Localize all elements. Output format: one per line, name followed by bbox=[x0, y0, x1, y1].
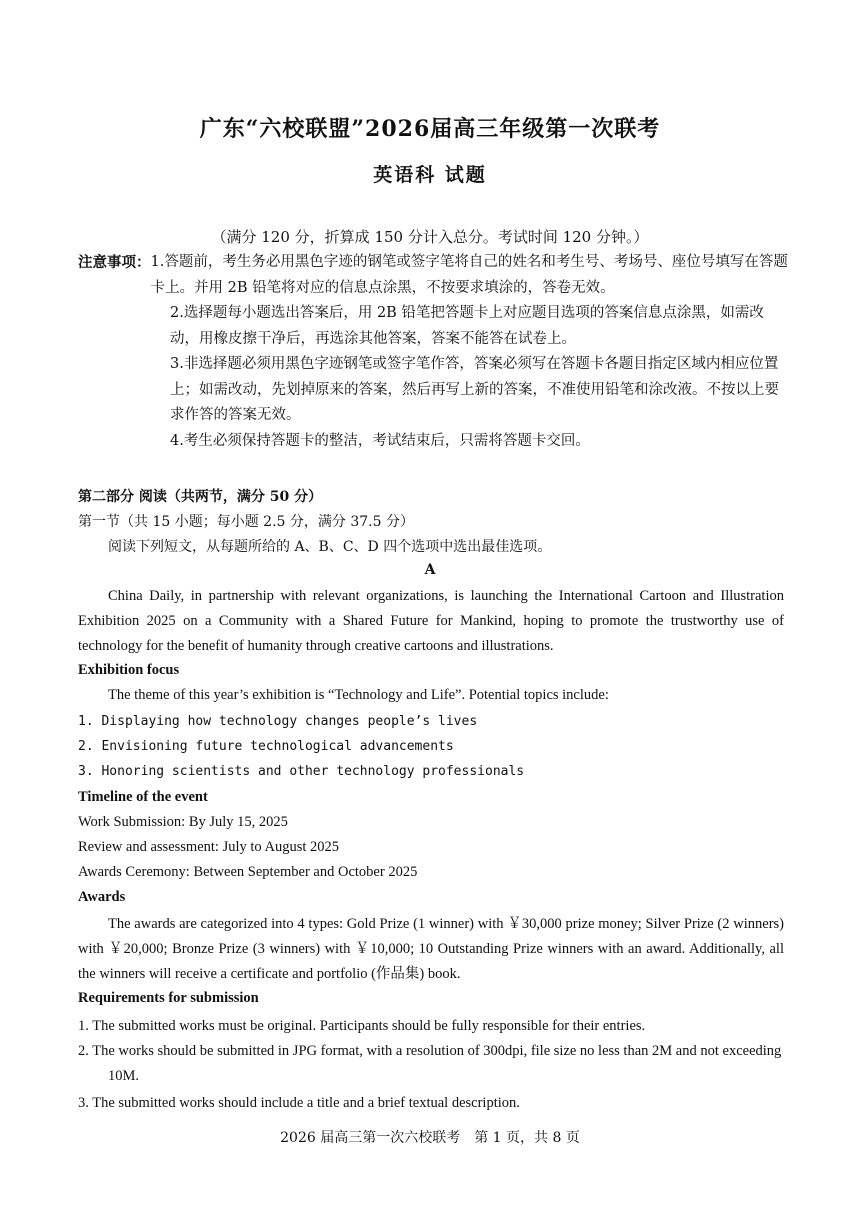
requirement-item-3: 3. The submitted works should include a title and a brief textual description. bbox=[78, 1095, 520, 1111]
notes-item-3: 3.非选择题必须用黑色字迹钢笔或签字笔作答，答案必须写在答题卡各题目指定区域内相应位置上；如需改动，先划掉原来的答案，然后再写上新的答案，不准使用铅笔和涂改液。不按以上要求作答的答案无效。 bbox=[170, 356, 779, 423]
exam-subtitle: 英语科 试题 bbox=[373, 164, 487, 186]
focus-text: The theme of this year’s exhibition is “Technology and Life”. Potential topics include: bbox=[108, 687, 609, 703]
part-heading: 第二部分 阅读（共两节，满分 50 分） bbox=[78, 489, 323, 505]
awards-heading: Awards bbox=[78, 889, 126, 905]
exam-title: 广东“六校联盟”2026届高三年级第一次联考 bbox=[199, 116, 661, 142]
requirements-heading: Requirements for submission bbox=[78, 990, 259, 1006]
timeline-heading: Timeline of the event bbox=[78, 789, 208, 805]
passage-letter: A bbox=[424, 562, 436, 578]
page-footer: 2026 届高三第一次六校联考 第 1 页，共 8 页 bbox=[280, 1130, 580, 1146]
score-info: （满分 120 分，折算成 150 分计入总分。考试时间 120 分钟。） bbox=[211, 228, 649, 246]
instruction-text: 阅读下列短文，从每题所给的 A、B、C、D 四个选项中选出最佳选项。 bbox=[108, 539, 552, 555]
timeline-item-1: Work Submission: By July 15, 2025 bbox=[78, 814, 288, 830]
notes-block bbox=[78, 250, 788, 454]
timeline-item-2: Review and assessment: July to August 2025 bbox=[78, 839, 339, 855]
requirement-item-2: 2. The works should be submitted in JPG format, with a resolution of 300dpi, file size no less than 2M and not exceeding 10M. bbox=[78, 1043, 782, 1084]
awards-text: The awards are categorized into 4 types: Gold Prize (1 winner) with ￥30,000 prize money; Silver Prize (2 winners) with ￥20,000; Bronze Prize (3 winners) with ￥10,000; 10 Outstanding Prize winners with an award. Additionally, all the winners will receive a certificate and portfolio (作品集) book. bbox=[78, 916, 784, 982]
section-heading: 第一节（共 15 小题；每小题 2.5 分，满分 37.5 分） bbox=[78, 514, 414, 530]
notes-item-4: 4.考生必须保持答题卡的整洁，考试结束后，只需将答题卡交回。 bbox=[170, 432, 590, 449]
requirement-item-1: 1. The submitted works must be original. Participants should be fully responsible for their entries. bbox=[78, 1018, 646, 1034]
notes-item-1: 1.答题前，考生务必用黑色字迹的钢笔或签字笔将自己的姓名和考生号、考场号、座位号填写在答题卡上。并用 2B 铅笔将对应的信息点涂黑，不按要求填涂的，答卷无效。 bbox=[150, 254, 788, 296]
topic-item-1: 1. Displaying how technology changes people’s lives bbox=[78, 714, 478, 729]
passage-intro: China Daily, in partnership with relevant organizations, is launching the International Cartoon and Illustration Exhibition 2025 on a Community with a Shared Future for Mankind, hoping to promote the trustworthy use of technology for the benefit of humanity through creative cartoons and illustrations. bbox=[78, 588, 784, 654]
topic-item-3: 3. Honoring scientists and other technology professionals bbox=[78, 764, 525, 779]
notes-label: 注意事项： bbox=[78, 254, 151, 271]
notes-item-2: 2.选择题每小题选出答案后，用 2B 铅笔把答题卡上对应题目选项的答案信息点涂黑，如需改动，用橡皮擦干净后，再选涂其他答案，答案不能答在试卷上。 bbox=[170, 305, 764, 347]
timeline-item-3: Awards Ceremony: Between September and October 2025 bbox=[78, 864, 418, 880]
focus-heading: Exhibition focus bbox=[78, 662, 180, 678]
topic-item-2: 2. Envisioning future technological advancements bbox=[78, 739, 454, 754]
